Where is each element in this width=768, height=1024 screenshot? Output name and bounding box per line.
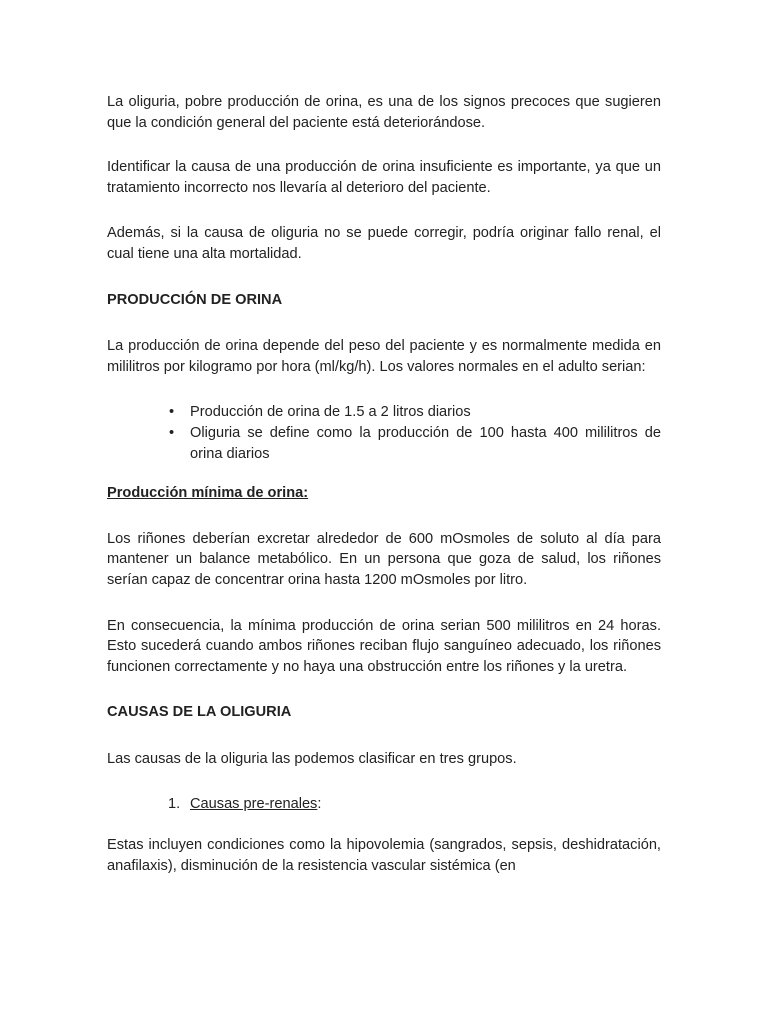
paragraph-rinones: Los riñones deberían excretar alrededor de 600 mOsmoles de soluto al día para mantener un balance metabólico. En un persona que goza de salud, los riñones serían capaz de concentrar orina hasta 1200 mOsmoles por litro. [107, 530, 661, 588]
bullet-icon: • [169, 424, 175, 441]
list-item-text: Producción de orina de 1.5 a 2 litros diarios [190, 404, 471, 421]
list-item-number: 1. [168, 796, 181, 813]
list-item [168, 794, 661, 815]
heading-produccion-de-orina: PRODUCCIÓN DE ORINA [107, 291, 283, 308]
bullet-icon: • [169, 404, 175, 421]
list-item [169, 423, 661, 464]
paragraph-produccion: La producción de orina depende del peso del paciente y es normalmente medida en mililitros por kilogramo por hora (ml/kg/h). Los valores normales en el adulto serian: [107, 338, 661, 375]
paragraph-intro-1: La oliguria, pobre producción de orina, es una de los signos precoces que sugieren que la condición general del paciente está deteriorándose. [107, 94, 661, 131]
paragraph-intro-2: Identificar la causa de una producción de orina insuficiente es importante, ya que un tratamiento incorrecto nos llevaría al deterioro del paciente. [107, 159, 661, 196]
heading-produccion-minima: Producción mínima de orina: [107, 485, 309, 502]
bullet-list [107, 402, 661, 464]
list-item-text: Causas pre-renales [190, 796, 318, 813]
list-item [169, 402, 661, 423]
heading-causas-de-la-oliguria: CAUSAS DE LA OLIGURIA [107, 704, 292, 721]
list-item-suffix: : [317, 796, 322, 813]
list-item-text: Oliguria se define como la producción de 100 hasta 400 mililitros de orina diarios [190, 424, 661, 462]
paragraph-consecuencia: En consecuencia, la mínima producción de orina serian 500 mililitros en 24 horas. Esto sucederá cuando ambos riñones reciban flujo sanguíneo adecuado, los riñones funcionen correctamente y no haya una obstrucción entre los riñones y la uretra. [107, 617, 661, 675]
document-page [107, 92, 661, 876]
paragraph-causas-intro: Las causas de la oliguria las podemos clasificar en tres grupos. [107, 750, 517, 767]
numbered-list [107, 794, 661, 815]
paragraph-estas: Estas incluyen condiciones como la hipovolemia (sangrados, sepsis, deshidratación, anafilaxis), disminución de la resistencia vascular sistémica (en [107, 837, 661, 874]
paragraph-intro-3: Además, si la causa de oliguria no se puede corregir, podría originar fallo renal, el cual tiene una alta mortalidad. [107, 225, 661, 262]
